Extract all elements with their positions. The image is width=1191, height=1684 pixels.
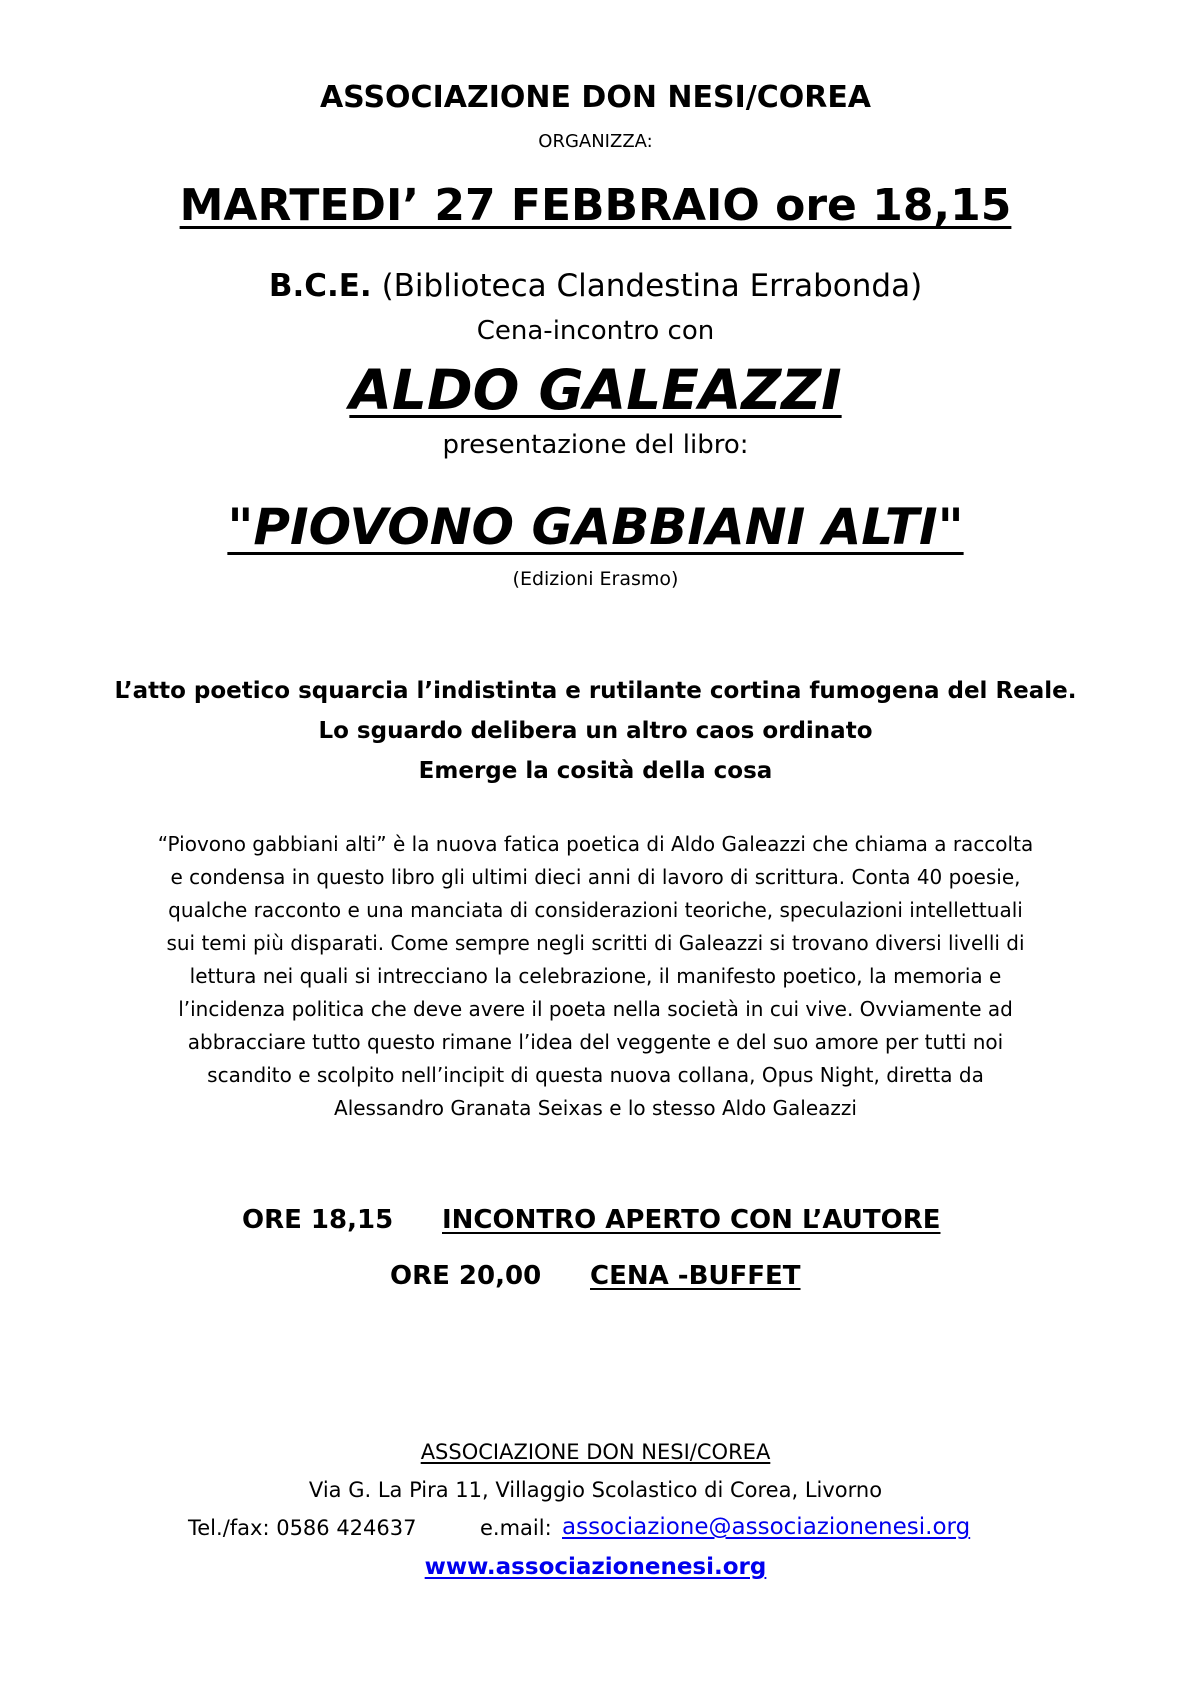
description-line: qualche racconto e una manciata di considerazioni teoriche, speculazioni intellettuali — [168, 898, 1023, 922]
schedule-activity-label: INCONTRO APERTO CON L’AUTORE — [442, 1205, 941, 1235]
publisher: (Edizioni Erasmo) — [512, 568, 679, 590]
description-line: scandito e scolpito nell’incipit di questa nuova collana, Opus Night, diretta da — [207, 1063, 984, 1087]
schedule-activity — [442, 1205, 940, 1235]
footer-organization-name: ASSOCIAZIONE DON NESI/COREA — [420, 1440, 771, 1464]
book-presentation-label: presentazione del libro: — [442, 430, 749, 460]
author-name: ALDO GALEAZZI — [349, 358, 842, 422]
organization-name: ASSOCIAZIONE DON NESI/COREA — [319, 80, 872, 115]
schedule-activity — [590, 1261, 801, 1291]
footer-website — [0, 1554, 1191, 1580]
quote-line: Lo sguardo delibera un altro caos ordinato — [318, 718, 873, 744]
footer-telfax: Tel./fax: 0586 424637 — [188, 1516, 417, 1540]
email-link[interactable]: associazione@associazionenesi.org — [562, 1514, 971, 1540]
website-link[interactable]: www.associazionenesi.org — [424, 1554, 767, 1580]
quote-line: Emerge la cosità della cosa — [418, 758, 773, 784]
description-line: e condensa in questo libro gli ultimi dieci anni di lavoro di scrittura. Conta 40 poesie, — [170, 865, 1021, 889]
quote-line: L’atto poetico squarcia l’indistinta e rutilante cortina fumogena del Reale. — [114, 678, 1077, 704]
footer-email-label: e.mail: — [480, 1516, 552, 1540]
description-line: abbracciare tutto questo rimane l’idea del veggente e del suo amore per tutti noi — [187, 1030, 1004, 1054]
book-title: "PIOVONO GABBIANI ALTI" — [227, 498, 964, 556]
venue-abbreviation: B.C.E. — [268, 268, 372, 304]
venue-line — [0, 268, 1191, 304]
footer-address: Via G. La Pira 11, Villaggio Scolastico di Corea, Livorno — [308, 1478, 883, 1502]
schedule-activity-label: CENA -BUFFET — [590, 1261, 801, 1291]
description-line: lettura nei quali si intrecciano la celebrazione, il manifesto poetico, la memoria e — [189, 964, 1002, 988]
description-line: “Piovono gabbiani alti” è la nuova fatica poetica di Aldo Galeazzi che chiama a raccolta — [157, 832, 1034, 856]
schedule-time: ORE 20,00 — [390, 1261, 542, 1291]
venue-full-name: (Biblioteca Clandestina Errabonda) — [381, 268, 923, 304]
description-line: Alessandro Granata Seixas e lo stesso Aldo Galeazzi — [334, 1096, 857, 1120]
description-line: l’incidenza politica che deve avere il poeta nella società in cui vive. Ovviamente ad — [178, 997, 1013, 1021]
schedule-time: ORE 18,15 — [242, 1205, 394, 1235]
description-line: sui temi più disparati. Come sempre negli scritti di Galeazzi si trovano diversi livelli di — [166, 931, 1025, 955]
organizza-label: ORGANIZZA: — [538, 131, 653, 152]
event-date-heading: MARTEDI’ 27 FEBBRAIO ore 18,15 — [179, 180, 1012, 231]
dinner-meeting-intro: Cena-incontro con — [476, 316, 715, 346]
